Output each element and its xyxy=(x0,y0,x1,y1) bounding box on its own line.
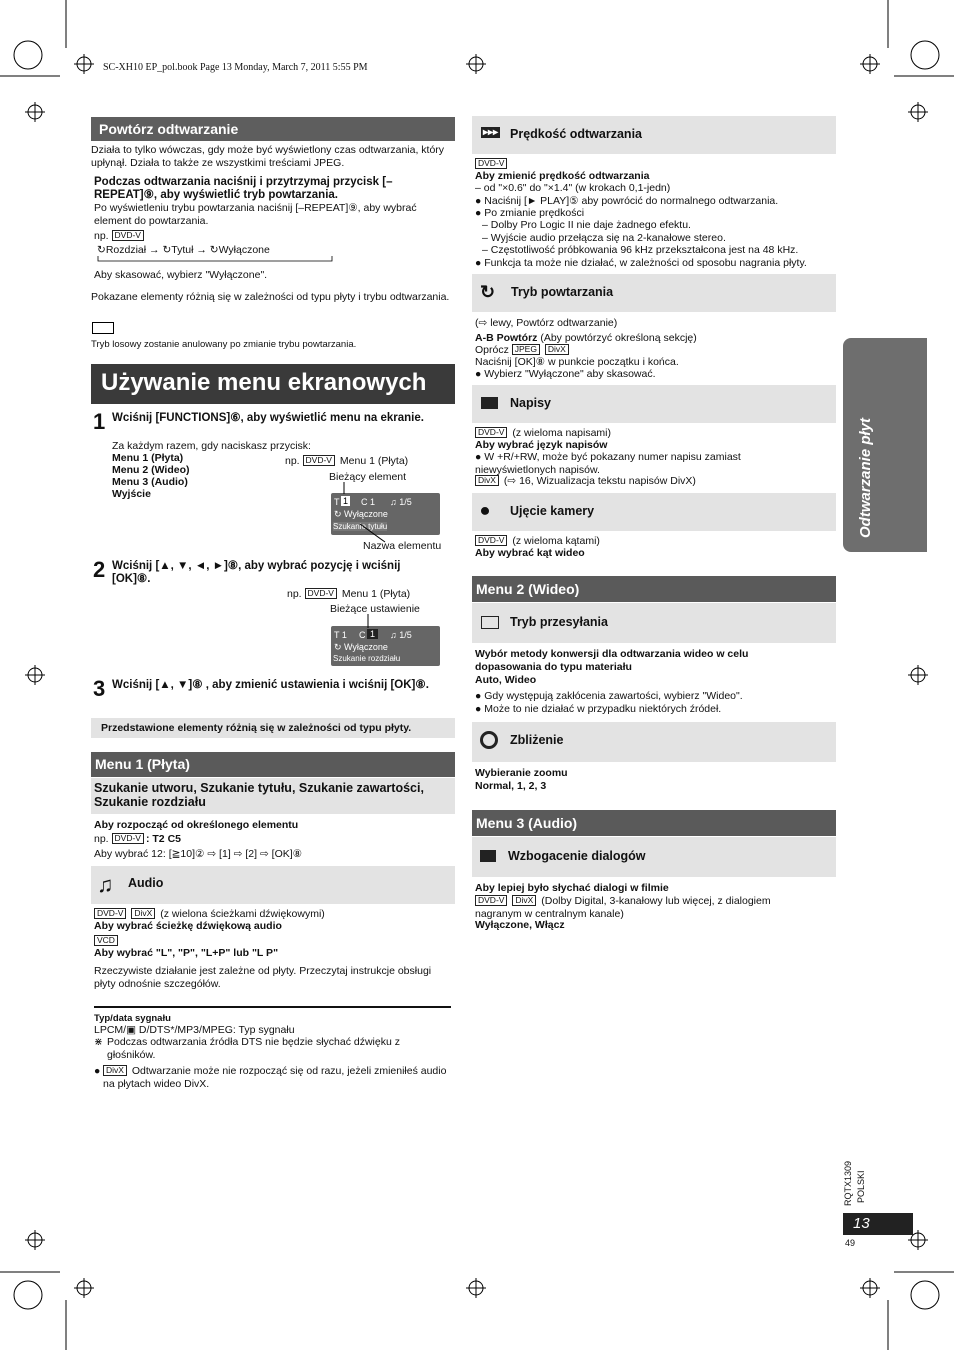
repeat-mode-l3: Oprócz JPEG DivX xyxy=(475,344,571,357)
speed-tag xyxy=(475,158,509,171)
zoom-b2: Normal, 1, 2, 3 xyxy=(475,780,547,792)
zoom-b1: Wybieranie zoomu xyxy=(475,767,568,779)
speed-header: ▸▸▸ Prędkość odtwarzania xyxy=(472,116,836,154)
repeat-mode-l4: Naciśnij [OK]⑧ w punkcie początku i końca. xyxy=(475,356,679,368)
repeat-example xyxy=(94,230,146,243)
repeat-note: Pokazane elementy różnią się w zależności od typu płyty i trybu odtwarzania. xyxy=(91,291,450,303)
divx-tag: DivX xyxy=(512,895,536,906)
repeat-mode-l5: ● Wybierz "Wyłączone" aby skasować. xyxy=(475,368,656,380)
speed-l6: – Częstotliwość próbkowania 96 kHz przekształcona jest na 48 kHz. xyxy=(482,244,799,256)
seq-title: Tytuł xyxy=(171,244,194,256)
search-choose: Aby wybrać 12: [≧10]② ⇨ [1] ⇨ [2] ⇨ [OK]⑧ xyxy=(94,848,303,860)
note-bar: Przedstawione elementy różnią się w zależności od typu płyty. xyxy=(91,718,455,738)
divx-tag: DivX xyxy=(131,908,155,919)
repeat-icon: ↻ xyxy=(334,642,342,652)
repeat-mode-header: ↻ Tryb powtarzania xyxy=(472,274,836,312)
step-1-example: np. DVD-V Menu 1 (Płyta) xyxy=(285,455,409,467)
dvd-v-tag: DVD-V xyxy=(305,588,337,599)
subs-b1: Aby wybrać język napisów xyxy=(475,439,608,451)
zoom-header: Zbliżenie xyxy=(472,722,836,762)
transfer-header: Tryb przesyłania xyxy=(472,603,836,643)
seq-off: Wyłączone xyxy=(218,244,270,256)
sequence-return-line xyxy=(97,255,337,263)
step-1-item-2: Menu 2 (Wideo) xyxy=(112,464,190,476)
music-note-icon: ♫ xyxy=(97,872,114,897)
jpeg-tag: JPEG xyxy=(512,344,540,355)
step-1-item-3: Menu 3 (Audio) xyxy=(112,476,188,488)
page-number: 13 xyxy=(843,1213,913,1235)
dialog-b1: Aby lepiej było słychać dialogi w filmie xyxy=(475,882,669,894)
audio-line-1: DVD-V DivX (z wielona ścieżkami dźwiękowymi) xyxy=(94,908,325,921)
subs-l1: DVD-V (z wieloma napisami) xyxy=(475,427,611,440)
arrow-icon: → xyxy=(149,244,160,256)
callout-line-2 xyxy=(360,614,380,630)
search-bold: Aby rozpocząć od określonego elementu xyxy=(94,819,299,831)
repeat-section-header: Powtórz odtwarzanie xyxy=(91,117,455,141)
divx-tag: DivX xyxy=(545,344,569,355)
repeat-intro: Działa to tylko wówczas, gdy może być wyświetlony czas odtwarzania, który upłynął. Działa to także ze wszystkimi treściami JPEG. xyxy=(91,144,445,169)
step-1-item-4: Wyjście xyxy=(112,488,151,500)
transfer-icon xyxy=(481,616,499,629)
audio-bold-2: Aby wybrać "L", "P", "L+P" lub "L P" xyxy=(94,947,279,959)
audio-header: ♫ Audio xyxy=(91,866,455,904)
speed-l5: – Wyjście audio przełącza się na 2-kanałowe stereo. xyxy=(482,232,726,244)
step-2-example: np. DVD-V Menu 1 (Płyta) xyxy=(287,588,411,600)
dvd-v-tag: DVD-V xyxy=(94,908,126,919)
repeat-icon: ↻ xyxy=(334,509,342,519)
angle-l1: DVD-V (z wieloma kątami) xyxy=(475,535,600,548)
element-name-label: Nazwa elementu xyxy=(363,540,442,552)
step-1-number: 1 xyxy=(93,409,106,434)
callout-lines-1 xyxy=(330,480,410,545)
menu-3-header: Menu 3 (Audio) xyxy=(472,810,836,836)
dvd-v-tag: DVD-V xyxy=(475,535,507,546)
search-header: Szukanie utworu, Szukanie tytułu, Szukanie zawartości, Szukanie rozdziału xyxy=(91,778,455,814)
subs-l2: ● W +R/+RW, może być pokazany numer napisu zamiast niewyświetlonych napisów. xyxy=(475,451,741,476)
dialog-l1: DVD-V DivX (Dolby Digital, 3-kanałowy lub więcej, z dialogiem nagranym w centralnym kanale) xyxy=(475,895,771,920)
menu-2-header: Menu 2 (Wideo) xyxy=(472,576,836,602)
step-1-item-1: Menu 1 (Płyta) xyxy=(112,452,184,464)
dvd-v-tag: DVD-V xyxy=(112,230,144,241)
page-title: Używanie menu ekranowych xyxy=(91,364,455,404)
speed-l4: – Dolby Pro Logic II nie daje żadnego efektu. xyxy=(482,219,691,231)
repeat-icon: ↻ xyxy=(480,282,496,302)
step-1-line: Za każdym razem, gdy naciskasz przycisk: xyxy=(112,440,311,452)
subtitles-header: Napisy xyxy=(472,385,836,423)
repeat-icon: ↻ xyxy=(97,244,106,256)
osd-display-1: T 1 C 1 ♫ 1/5 ↻ Wyłączone Szukanie tytułu xyxy=(331,493,440,535)
np-label: np. xyxy=(94,230,109,242)
transfer-b2: Auto, Wideo xyxy=(475,674,537,686)
arrow-icon: → xyxy=(196,244,207,256)
transfer-l1: ● Gdy występują zakłócenia zawartości, wybierz "Wideo". xyxy=(475,690,743,702)
camera-icon: ⏺ xyxy=(481,503,490,520)
search-example: np. DVD-V : T2 C5 xyxy=(94,833,181,845)
repeat-bold-instruction: Podczas odtwarzania naciśnij i przytrzymaj przycisk [–REPEAT]⑨, aby wyświetlić tryb powtarzania. xyxy=(94,176,393,201)
repeat-mode-l2: A-B Powtórz (Aby powtórzyć określoną sekcję) xyxy=(475,332,697,344)
dialog-header: Wzbogacenie dialogów xyxy=(472,837,836,877)
speed-l2: ● Naciśnij [► PLAY]⑤ aby powrócić do normalnego odtwarzania. xyxy=(475,195,779,207)
angle-b1: Aby wybrać kąt wideo xyxy=(475,547,585,559)
seq-chapter: Rozdział xyxy=(105,244,147,256)
dvd-v-tag: DVD-V xyxy=(475,895,507,906)
current-setting-label: Bieżące ustawienie xyxy=(330,603,420,615)
side-tab: Odtwarzanie płyt xyxy=(843,338,927,552)
repeat-after: Po wyświetleniu trybu powtarzania naciśnij [–REPEAT]⑨, aby wybrać element do powtarzania. xyxy=(94,202,417,227)
menu-1-header: Menu 1 (Płyta) xyxy=(91,752,455,777)
divider-rule xyxy=(94,1006,451,1008)
footer-lang: POLSKI xyxy=(856,1170,866,1203)
dvd-v-tag: DVD-V xyxy=(112,833,144,844)
type-line: LPCM/▣ D/DTS*/MP3/MPEG: Typ sygnału xyxy=(94,1024,295,1036)
step-3-instruction: Wciśnij [▲, ▼]⑧ , aby zmienić ustawienia i wciśnij [OK]⑧. xyxy=(112,679,429,691)
speed-bold: Aby zmienić prędkość odtwarzania xyxy=(475,170,650,182)
magnifier-icon xyxy=(480,731,498,749)
repeat-icon: ↻ xyxy=(162,244,172,256)
audio-vcd xyxy=(94,935,120,948)
speed-l7: ● Funkcja ta może nie działać, w zależności od sposobu nagrania płyty. xyxy=(475,257,807,269)
speed-l3: ● Po zmianie prędkości xyxy=(475,207,585,219)
angle-header: ⏺ Ujęcie kamery xyxy=(472,493,836,531)
book-icon xyxy=(92,322,114,334)
dialog-enhancer-icon xyxy=(480,850,496,862)
transfer-b1: Wybór metody konwersji dla odtwarzania wideo w celu dopasowania do typu materiału xyxy=(475,648,749,673)
step-3-number: 3 xyxy=(93,676,106,701)
divx-tag: DivX xyxy=(475,475,499,486)
step-2-instruction: Wciśnij [▲, ▼, ◄, ►]⑧, aby wybrać pozycję i wciśnij [OK]⑧. xyxy=(112,560,401,585)
asterisk-icon: ⋇ xyxy=(94,1036,103,1048)
random-note: Tryb losowy zostanie anulowany po zmianie trybu powtarzania. xyxy=(91,339,357,350)
subs-l3: DivX (⇨ 16, Wizualizacja tekstu napisów DivX) xyxy=(475,475,696,488)
audio-bold-1: Aby wybrać ścieżkę dźwiękową audio xyxy=(94,920,282,932)
type-bold: Typ/data sygnału xyxy=(94,1013,171,1024)
step-1-instruction: Wciśnij [FUNCTIONS]⑥, aby wyświetlić menu na ekranie. xyxy=(112,412,424,424)
step-2-number: 2 xyxy=(93,557,106,582)
repeat-mode-l1: (⇨ lewy, Powtórz odtwarzanie) xyxy=(475,317,618,329)
dvd-v-tag: DVD-V xyxy=(475,427,507,438)
dvd-v-tag: DVD-V xyxy=(475,158,507,169)
audio-para: Rzeczywiste działanie jest zależne od płyty. Przeczytaj instrukcje obsługi płyty odnośnie szczegółów. xyxy=(94,965,432,990)
dialog-b2: Wyłączone, Włącz xyxy=(475,919,565,931)
footer-num: 49 xyxy=(845,1238,856,1248)
dvd-v-tag: DVD-V xyxy=(303,455,335,466)
footer-code: RQTX1309 xyxy=(843,1160,853,1206)
vcd-tag: VCD xyxy=(94,935,118,946)
repeat-icon: ↻ xyxy=(209,244,219,256)
osd-display-2: T 1 C 1 ♫ 1/5 ↻ Wyłączone Szukanie rozdziału xyxy=(331,626,440,666)
transfer-l2: ● Może to nie działać w przypadku niektórych źródeł. xyxy=(475,703,722,715)
subtitles-icon xyxy=(481,397,498,409)
speed-l1: – od "×0.6" do "×1.4" (w krokach 0,1-jedn) xyxy=(475,182,671,194)
current-element-label: Bieżący element xyxy=(329,471,407,483)
book-header: SC-XH10 EP_pol.book Page 13 Monday, March 7, 2011 5:55 PM xyxy=(103,62,368,73)
divx-tag: DivX xyxy=(103,1065,127,1076)
repeat-cancel: Aby skasować, wybierz "Wyłączone". xyxy=(94,269,268,281)
fast-forward-icon: ▸▸▸ xyxy=(483,127,499,138)
